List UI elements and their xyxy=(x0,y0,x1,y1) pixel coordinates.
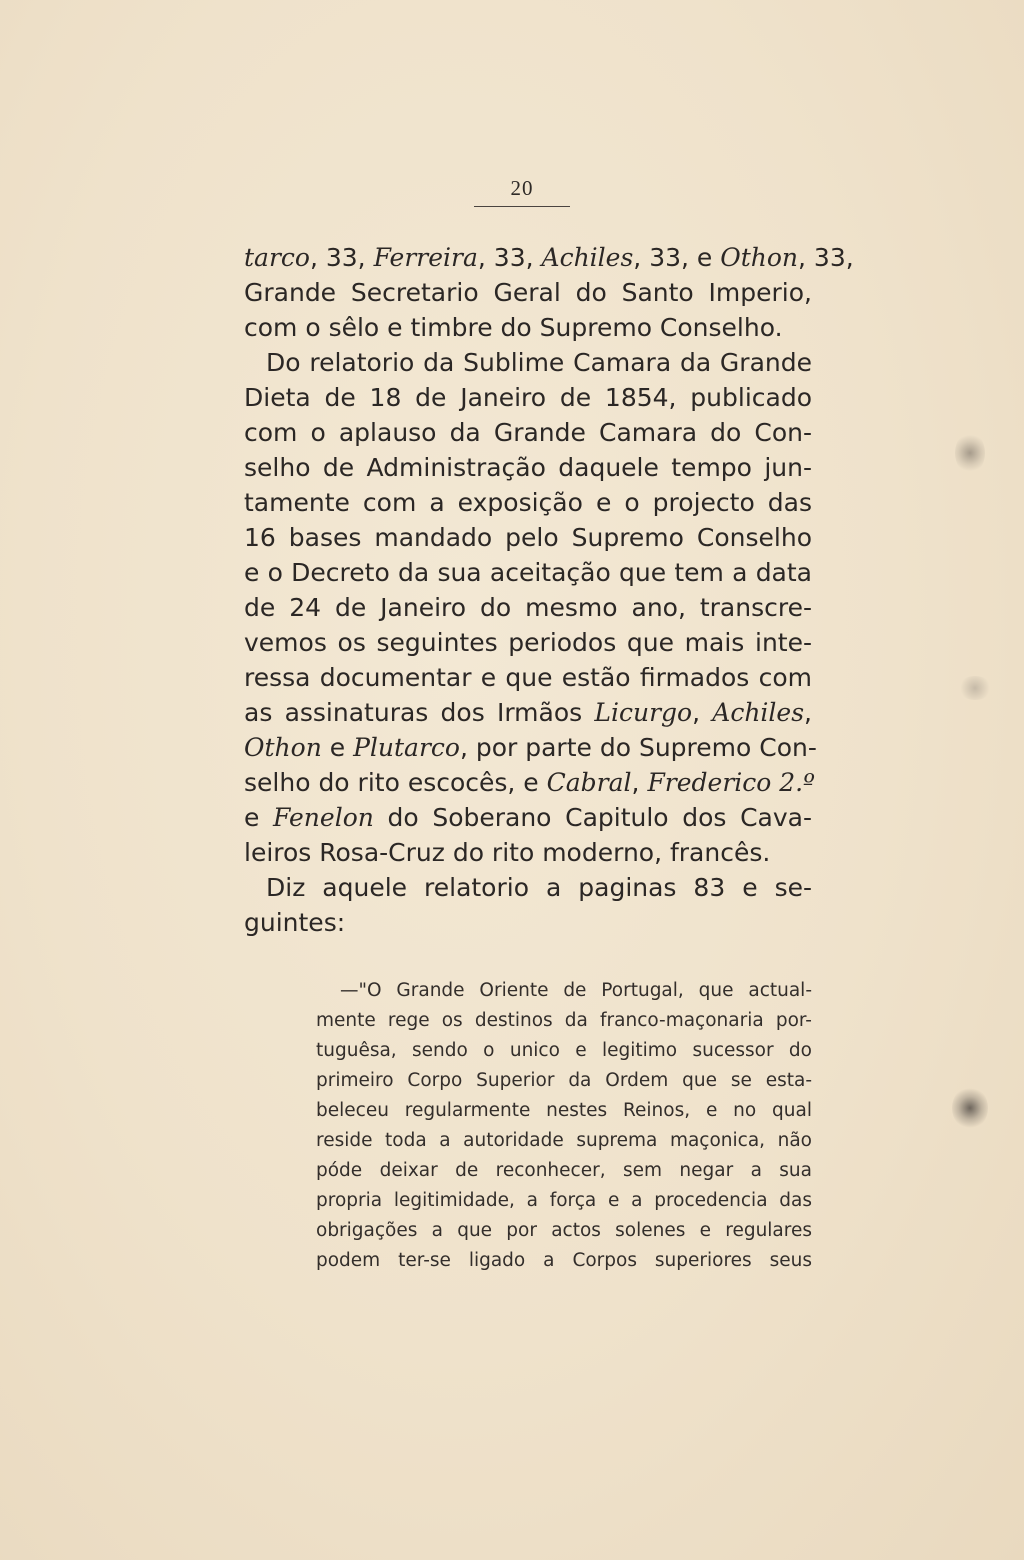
text-segment: , 33, xyxy=(798,243,854,272)
text-segment: , xyxy=(804,698,812,727)
italic-name: Cabral xyxy=(546,768,632,797)
italic-name: tarco xyxy=(244,243,310,272)
main-text-block xyxy=(244,240,854,940)
quote-line: beleceu regularmente nestes Reinos, e no qual xyxy=(316,1100,812,1121)
text-line xyxy=(244,695,812,730)
text-segment: guintes: xyxy=(244,908,346,937)
text-line xyxy=(244,555,812,590)
italic-name: Fenelon xyxy=(273,803,374,832)
text-line xyxy=(244,730,817,765)
text-segment: leiros Rosa-Cruz do rito moderno, francês. xyxy=(244,838,771,867)
quote-line: primeiro Corpo Superior da Ordem que se esta- xyxy=(316,1070,812,1091)
text-line xyxy=(244,870,812,905)
text-segment: Dieta de 18 de Janeiro de 1854, publicado xyxy=(244,383,812,412)
italic-name: Achiles xyxy=(541,243,634,272)
text-segment: e xyxy=(244,803,274,832)
italic-name: Frederico 2.º xyxy=(647,768,815,797)
text-segment: Grande Secretario Geral do Santo Imperio, xyxy=(244,278,812,307)
text-segment: tamente com a exposição e o projecto das xyxy=(244,488,812,517)
page-number-rule xyxy=(474,206,570,207)
text-line xyxy=(244,450,812,485)
text-segment: e xyxy=(321,733,354,762)
text-segment: e o Decreto da sua aceitação que tem a data xyxy=(244,558,812,587)
text-segment: com o sêlo e timbre do Supremo Conselho. xyxy=(244,313,783,342)
italic-name: Ferreira xyxy=(373,243,478,272)
text-segment: vemos os seguintes periodos que mais inte- xyxy=(244,628,812,657)
quote-line: reside toda a autoridade suprema maçonica, não xyxy=(316,1130,812,1151)
text-line xyxy=(244,905,812,940)
italic-name: Achiles xyxy=(712,698,805,727)
text-line xyxy=(244,835,812,870)
text-segment: , 33, xyxy=(477,243,542,272)
text-segment: Diz aquele relatorio a paginas 83 e se- xyxy=(266,873,812,902)
italic-name: Plutarco xyxy=(353,733,460,762)
text-line xyxy=(244,380,812,415)
italic-name: Othon xyxy=(244,733,322,762)
text-segment: ressa documentar e que estão firmados com xyxy=(244,663,812,692)
italic-name: Licurgo xyxy=(594,698,693,727)
italic-name: Othon xyxy=(720,243,799,272)
text-segment: , 33, xyxy=(309,243,374,272)
text-segment: selho de Administração daquele tempo jun- xyxy=(244,453,812,482)
text-segment: , xyxy=(631,768,648,797)
quote-line: —"O Grande Oriente de Portugal, que actual- xyxy=(340,980,812,1001)
text-line xyxy=(244,590,812,625)
text-segment: do Soberano Capitulo dos Cava- xyxy=(373,803,812,832)
quote-line: mente rege os destinos da franco-maçonaria por- xyxy=(316,1010,812,1031)
text-line xyxy=(244,310,812,345)
text-line xyxy=(244,275,812,310)
text-line xyxy=(244,625,812,660)
text-line xyxy=(244,800,812,835)
text-segment: Do relatorio da Sublime Camara da Grande xyxy=(266,348,812,377)
text-segment: 16 bases mandado pelo Supremo Conselho xyxy=(244,523,812,552)
paper-stain-mark xyxy=(952,1086,988,1130)
quote-line: tuguêsa, sendo o unico e legitimo sucessor do xyxy=(316,1040,812,1061)
text-line xyxy=(244,345,812,380)
quote-line: póde deixar de reconhecer, sem negar a sua xyxy=(316,1160,812,1181)
paper-stain-mark xyxy=(955,432,985,474)
text-segment: , por parte do Supremo Con- xyxy=(459,733,817,762)
text-segment: selho do rito escocês, e xyxy=(244,768,547,797)
paper-stain-mark xyxy=(958,676,992,700)
text-segment: de 24 de Janeiro do mesmo ano, transcre- xyxy=(244,593,812,622)
text-line xyxy=(244,485,812,520)
text-line xyxy=(244,520,812,555)
text-segment: , xyxy=(692,698,713,727)
text-line xyxy=(244,415,812,450)
text-segment: com o aplauso da Grande Camara do Con- xyxy=(244,418,812,447)
text-line xyxy=(244,765,815,800)
quoted-passage xyxy=(316,976,812,1276)
text-segment: as assinaturas dos Irmãos xyxy=(244,698,595,727)
text-segment: , 33, e xyxy=(633,243,721,272)
quote-line: propria legitimidade, a força e a procedencia das xyxy=(316,1190,812,1211)
text-line xyxy=(244,240,854,275)
page-number: 20 xyxy=(510,176,534,200)
quote-line: podem ter-se ligado a Corpos superiores seus xyxy=(316,1250,812,1271)
text-line xyxy=(244,660,812,695)
quote-line: obrigações a que por actos solenes e regulares xyxy=(316,1220,812,1241)
